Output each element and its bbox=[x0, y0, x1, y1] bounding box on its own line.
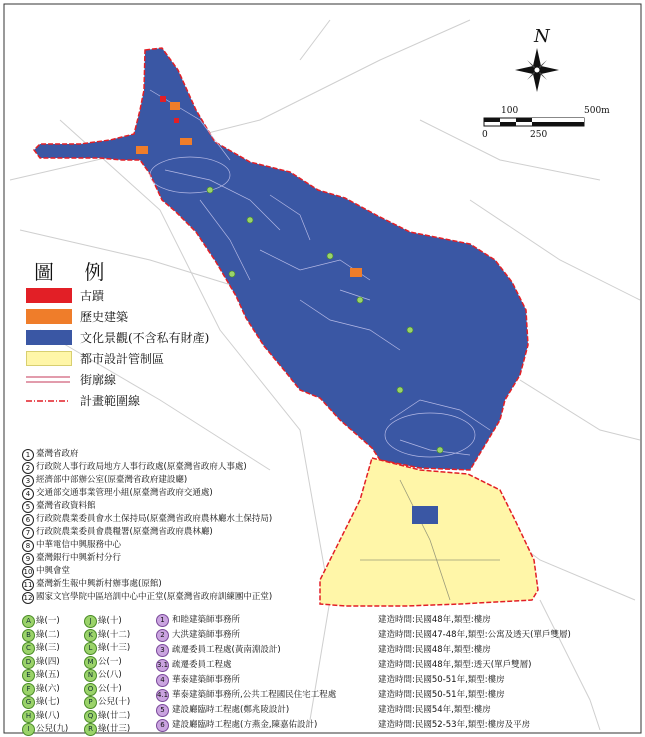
place-name: 中興會堂 bbox=[36, 566, 71, 576]
place-name: 臺灣省政資料館 bbox=[36, 501, 96, 511]
green-space-name: 綠(一) bbox=[36, 616, 60, 626]
green-space-item bbox=[22, 629, 82, 641]
green-space-code: B bbox=[22, 629, 35, 642]
green-space-item bbox=[84, 710, 144, 722]
green-space-code: I bbox=[22, 723, 35, 736]
green-space-code: N bbox=[84, 669, 97, 682]
place-number: 2 bbox=[22, 462, 34, 474]
green-space-item bbox=[84, 683, 144, 695]
place-item bbox=[22, 526, 422, 540]
green-space-name: 公兒(九) bbox=[36, 724, 69, 734]
place-number: 9 bbox=[22, 553, 34, 565]
architect-info: 建造時間:民國47-48年,類型:公寓及透天(單戶雙層) bbox=[378, 630, 571, 640]
green-space-item bbox=[22, 696, 82, 708]
place-name: 國家文官學院中區培訓中心中正堂(原臺灣省政府訓練團中正堂) bbox=[36, 592, 273, 602]
green-space-name: 綠(六) bbox=[36, 683, 60, 694]
architect-item bbox=[156, 614, 636, 626]
architect-info: 建造時間:民國54年,類型:樓房 bbox=[378, 705, 491, 715]
green-space-code: L bbox=[84, 642, 97, 655]
place-number: 1 bbox=[22, 449, 34, 461]
architect-number: 3.1 bbox=[156, 659, 169, 672]
green-space-item bbox=[84, 642, 144, 654]
green-space-code: A bbox=[22, 615, 35, 628]
green-space-name: 綠(十) bbox=[98, 616, 122, 626]
place-number: 5 bbox=[22, 501, 34, 513]
scale-label-500m: 500m bbox=[584, 106, 610, 116]
architect-number: 5 bbox=[156, 704, 169, 717]
legend-item-historic-building bbox=[26, 307, 286, 327]
place-item bbox=[22, 565, 422, 579]
scale-label-0: 0 bbox=[482, 130, 488, 140]
green-space-item bbox=[22, 642, 82, 654]
place-name: 中華電信中興服務中心 bbox=[36, 540, 122, 550]
architect-name: 建設廳臨時工程處(方燕金,陳嘉佑設計) bbox=[172, 720, 318, 730]
architect-info: 建造時間:民國48年,類型:樓房 bbox=[378, 645, 491, 655]
green-space-code: F bbox=[22, 683, 35, 696]
architect-number: 4 bbox=[156, 674, 169, 687]
architect-item bbox=[156, 689, 636, 701]
green-space-item bbox=[84, 629, 144, 641]
green-space-name: 綠(二) bbox=[36, 629, 60, 640]
legend-label: 計畫範圍線 bbox=[80, 394, 141, 408]
green-space-name: 公(一) bbox=[98, 656, 122, 667]
architect-name: 大洪建築師事務所 bbox=[172, 630, 241, 640]
place-item bbox=[22, 474, 422, 488]
place-item bbox=[22, 552, 422, 566]
green-space-name: 綠(三) bbox=[36, 643, 60, 653]
place-number: 4 bbox=[22, 488, 34, 500]
green-space-item bbox=[84, 615, 144, 627]
architect-name: 和睦建築師事務所 bbox=[172, 615, 241, 625]
green-space-name: 公兒(十) bbox=[98, 697, 131, 707]
architect-number: 4.1 bbox=[156, 689, 169, 702]
place-number: 10 bbox=[23, 568, 33, 576]
green-space-name: 綠(七) bbox=[36, 697, 60, 707]
architect-info: 建造時間:民國50-51年,類型:樓房 bbox=[378, 690, 505, 700]
place-name: 臺灣省政府 bbox=[36, 449, 79, 459]
architect-item bbox=[156, 644, 636, 656]
green-space-code: M bbox=[84, 656, 97, 669]
architect-info: 建造時間:民國50-51年,類型:樓房 bbox=[378, 675, 505, 685]
architect-item bbox=[156, 719, 636, 731]
green-space-item bbox=[84, 656, 144, 668]
green-space-name: 綠(廿二) bbox=[98, 710, 131, 721]
architect-item bbox=[156, 674, 636, 686]
architect-number: 1 bbox=[156, 614, 169, 627]
legend-label: 古蹟 bbox=[80, 289, 105, 303]
green-space-code: G bbox=[22, 696, 35, 709]
green-space-name: 綠(十二) bbox=[98, 629, 131, 640]
place-item bbox=[22, 448, 422, 462]
legend-swatch-orange bbox=[26, 309, 72, 324]
green-space-name: 綠(五) bbox=[36, 670, 60, 680]
legend-swatch-yellow bbox=[26, 351, 72, 366]
green-space-item bbox=[84, 696, 144, 708]
green-space-name: 公(八) bbox=[98, 670, 122, 680]
architect-name: 疏遷委員工程處 bbox=[172, 660, 232, 670]
scale-bar bbox=[484, 118, 584, 126]
legend-swatch-blue bbox=[26, 330, 72, 345]
architect-item bbox=[156, 629, 636, 641]
boundary-line-symbol bbox=[26, 391, 72, 411]
green-space-code: D bbox=[22, 656, 35, 669]
place-item bbox=[22, 539, 422, 553]
architect-number: 2 bbox=[156, 629, 169, 642]
place-item bbox=[22, 500, 422, 514]
green-space-name: 綠(四) bbox=[36, 656, 60, 667]
legend-label: 文化景觀(不含私有財產) bbox=[80, 331, 210, 345]
green-space-code: O bbox=[84, 683, 97, 696]
place-number: 8 bbox=[22, 540, 34, 552]
green-space-name: 綠(八) bbox=[36, 710, 60, 721]
place-number: 12 bbox=[23, 594, 33, 602]
green-space-name: 公(十) bbox=[98, 683, 122, 694]
place-number: 6 bbox=[22, 514, 34, 526]
green-space-code: C bbox=[22, 642, 35, 655]
place-name: 行政院人事行政局地方人事行政處(原臺灣省政府人事處) bbox=[36, 462, 247, 472]
place-item bbox=[22, 513, 422, 527]
green-space-code: K bbox=[84, 629, 97, 642]
legend-item-urban-design bbox=[26, 349, 286, 369]
legend-title: 圖 例 bbox=[34, 260, 117, 284]
green-space-item bbox=[22, 710, 82, 722]
architect-item bbox=[156, 659, 636, 671]
architect-info: 建造時間:民國52-53年,類型:樓房及平房 bbox=[378, 720, 531, 730]
legend-label: 都市設計管制區 bbox=[80, 352, 165, 366]
place-name: 臺灣新生報中興新村辦事處(原館) bbox=[36, 579, 162, 589]
architect-info: 建造時間:民國48年,類型:透天(單戶雙層) bbox=[378, 660, 532, 670]
legend-item-plan-boundary bbox=[26, 391, 286, 411]
architect-name: 疏遷委員工程處(黃南淵設計) bbox=[172, 645, 281, 655]
green-space-code: H bbox=[22, 710, 35, 723]
architect-name: 華泰建築師事務所 bbox=[172, 675, 241, 685]
green-space-name: 綠(廿三) bbox=[98, 724, 131, 734]
place-name: 經濟部中部辦公室(原臺灣省政府建設廳) bbox=[36, 475, 188, 485]
place-number: 11 bbox=[23, 581, 33, 589]
green-space-code: P bbox=[84, 696, 97, 709]
place-name: 行政院農業委員會水土保持局(原臺灣省政府農林廳水土保持局) bbox=[36, 514, 273, 524]
green-space-item bbox=[22, 669, 82, 681]
green-space-code: E bbox=[22, 669, 35, 682]
green-space-name: 綠(十三) bbox=[98, 643, 131, 653]
legend-swatch-red bbox=[26, 288, 72, 303]
green-space-code: J bbox=[84, 615, 97, 628]
architect-name: 建設廳臨時工程處(鄭兆陵設計) bbox=[172, 705, 290, 715]
place-item bbox=[22, 487, 422, 501]
green-space-item bbox=[22, 615, 82, 627]
green-space-item bbox=[84, 723, 144, 735]
legend-item-block-line bbox=[26, 370, 286, 390]
place-number: 3 bbox=[22, 475, 34, 487]
place-item bbox=[22, 461, 422, 475]
place-name: 臺灣銀行中興新村分行 bbox=[36, 553, 122, 563]
green-space-code: Q bbox=[84, 710, 97, 723]
place-item bbox=[22, 591, 422, 605]
block-line-symbol bbox=[26, 370, 72, 390]
place-item bbox=[22, 578, 422, 592]
scale-label-250: 250 bbox=[530, 130, 548, 140]
green-space-item bbox=[22, 723, 82, 735]
architect-name: 華泰建築師事務所,公共工程國民住宅工程處 bbox=[172, 690, 337, 700]
green-space-item bbox=[84, 669, 144, 681]
place-name: 行政院農業委員會農糧署(原臺灣省政府農林廳) bbox=[36, 527, 213, 537]
north-label: N bbox=[534, 26, 550, 47]
place-number: 7 bbox=[22, 527, 34, 539]
place-name: 交通部交通事業管理小組(原臺灣省政府交通處) bbox=[36, 488, 213, 498]
legend-item-cultural-landscape bbox=[26, 328, 286, 348]
scale-label-100: 100 bbox=[501, 106, 519, 116]
architect-item bbox=[156, 704, 636, 716]
green-space-item bbox=[22, 656, 82, 668]
north-arrow-icon bbox=[515, 48, 559, 92]
green-space-code: R bbox=[84, 723, 97, 736]
legend-label: 歷史建築 bbox=[80, 310, 129, 324]
green-space-item bbox=[22, 683, 82, 695]
legend-item-monument bbox=[26, 286, 286, 306]
architect-info: 建造時間:民國48年,類型:樓房 bbox=[378, 615, 491, 625]
architect-number: 3 bbox=[156, 644, 169, 657]
architect-number: 6 bbox=[156, 719, 169, 732]
legend-label: 街廓線 bbox=[80, 373, 117, 387]
